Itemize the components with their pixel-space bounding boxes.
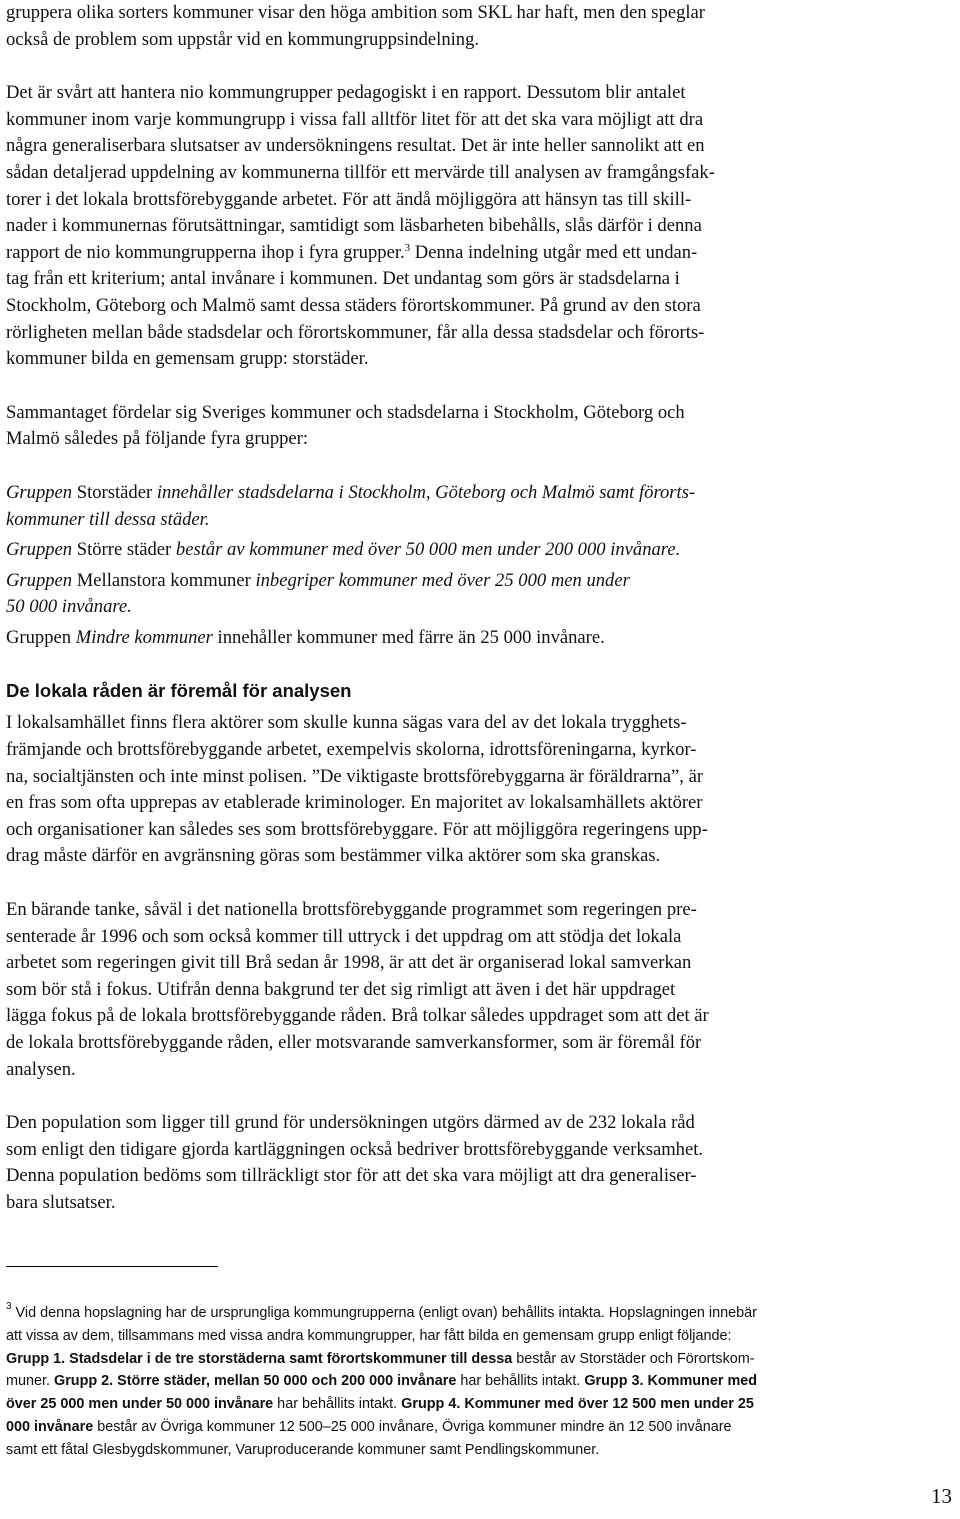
group-mellanstora-kommuner: Gruppen Mellanstora kommuner inbegriper kommuner med över 25 000 men under 50 000 invånare. [6,569,630,618]
footnote-separator [6,1266,218,1267]
group-storre-stader: Gruppen Större städer består av kommuner med över 50 000 men under 200 000 invånare. [6,539,681,561]
group-mindre-kommuner: Gruppen Mindre kommuner innehåller kommuner med färre än 25 000 invånare. [6,626,605,648]
page-number: 13 [931,1484,952,1508]
paragraph-sammantaget: Sammantaget fördelar sig Sveriges kommuner och stadsdelarna i Stockholm, Göteborg och Malmö således på följande fyra grupper: [6,401,685,450]
paragraph-population: Den population som ligger till grund för undersökningen utgörs därmed av de 232 lokala råd som enligt den tidigare gjorda kartläggningen också bedriver brottsförebyggande verksamhet. Denna population bedöms som tillräckligt stor för att det ska vara möjligt att dra generaliser- bara slutsatser. [6,1112,704,1213]
paragraph-aktorer: I lokalsamhället finns flera aktörer som skulle kunna sägas vara del av det lokala trygghets- främjande och brottsförebyggande arbetet, exempelvis skolorna, idrottsföreningarna, kyrkor- na, socialtjänsten och inte minst polisen. ”De viktigaste brottsförebyggarna är föräldrarna”, är en fras som ofta upprepas av etablerade kriminologer. En majoritet av lokalsamhällets aktörer och organisationer kan således ses som brottsförebyggare. För att möjliggöra regeringens upp- drag måste därför en avgränsning göras som bestämmer vilka aktörer som ska granskas. [6,712,708,867]
footnote-reference[interactable]: 3 [404,241,411,254]
paragraph-kommungrupper: Det är svårt att hantera nio kommungrupper pedagogiskt i en rapport. Dessutom blir antalet kommuner inom varje kommungrupp i vissa fall alltför litet för att det ska vara möjligt att dra några generaliserbara slutsatser av undersökningens resultat. Det är inte heller sannolikt att en sådan detaljerad uppdelning av kommunerna tillför ett mervärde till analysen av framgångsfak- torer i det lokala brottsförebyggande arbetet. För att ändå möjliggöra att hänsyn tas till skill- nader i kommunernas förutsättningar, samtidigt som läsbarheten bibehålls, slås därför i denna rapport de nio kommungrupperna ihop i fyra grupper.$^3$ Denna indelning utgår med ett undan- tag från ett kriterium; antal invånare i kommunen. Det undantag som görs är stadsdelarna i Stockholm, Göteborg och Malmö samt dessa städers förortskommuner. På grund av den stora rörligheten mellan både stadsdelar och förortskommuner, får alla dessa stadsdelar och förorts- kommuner bilda en gemensam grupp: storstäder. [6,82,715,370]
paragraph-barande-tanke: En bärande tanke, såväl i det nationella brottsförebyggande programmet som regeringen pre- senterade år 1996 och som också kommer till uttryck i det uppdrag om att stödja det lokala arbetet som regeringen givit till Brå sedan år 1998, är att det är organiserad lokal samverkan som bör stå i fokus. Utifrån denna bakgrund ter det sig rimligt att även i det här uppdraget lägga fokus på de lokala brottsförebyggande råden. Brå tolkar således uppdraget som att det är de lokala brottsförebyggande råden, eller motsvarande samverkansformer, som är föremål för analysen. [6,899,709,1080]
group-storstader: Gruppen Storstäder innehåller stadsdelarna i Stockholm, Göteborg och Malmö samt förorts- kommuner till dessa städer. [6,481,696,530]
section-heading: De lokala råden är föremål för analysen [6,680,352,702]
paragraph-intro: gruppera olika sorters kommuner visar den höga ambition som SKL har haft, men den speglar också de problem som uppstår vid en kommungruppsindelning. [6,2,705,50]
footnote: $^3$ Vid denna hopslagning har de ursprungliga kommungrupperna (enligt ovan) behållits intakta. Hopslagningen innebär att vissa av dem, tillsammans med vissa andra kommungrupper, har fått bilda en gemensam grupp enligt följande: Grupp 1. Stadsdelar i de tre storstäderna samt förortskommuner till dessa består av Storstäder och Förortskom- muner. Grupp 2. Större städer, mellan 50 000 och 200 000 invånare har behållits intakt. Grupp 3. Kommuner med över 25 000 men under 50 000 invånare har behållits intakt. Grupp 4. Kommuner med över 12 500 men under 25 000 invånare består av Övriga kommuner 12 500–25 000 invånare, Övriga kommuner mindre än 12 500 invånare samt ett fåtal Glesbygdskommuner, Varuproducerande kommuner samt Pendlingskommuner. [6,1301,758,1458]
document-page [6,0,952,1217]
footnote-number: 3 [6,1301,12,1312]
